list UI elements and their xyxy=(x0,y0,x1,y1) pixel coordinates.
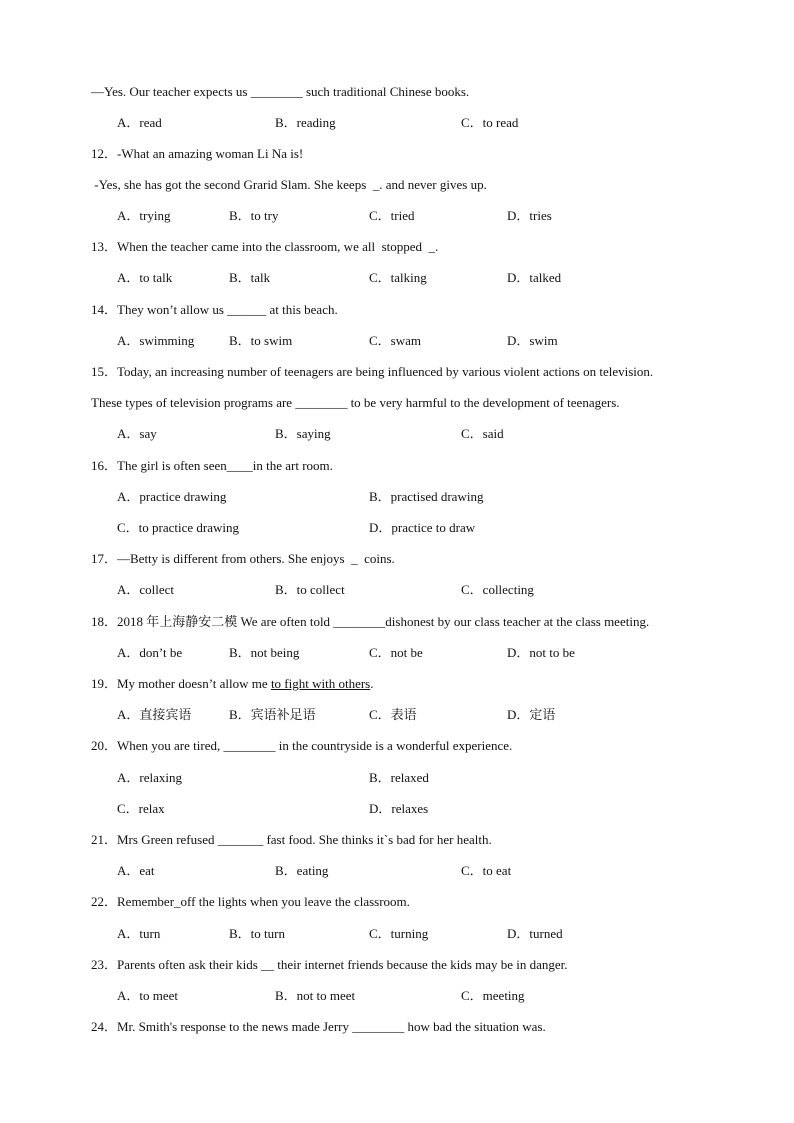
option-c: C．meeting xyxy=(461,988,525,1003)
option-b: B．saying xyxy=(275,426,331,441)
question-15-stem: 15．Today, an increasing number of teenagers are being influenced by various violent actions on television. xyxy=(91,364,654,379)
option-d: D．relaxes xyxy=(369,801,429,816)
option-c: C．to eat xyxy=(461,863,512,878)
option-d: D．tries xyxy=(507,208,552,223)
option-b: B．not to meet xyxy=(275,988,356,1003)
question-23-stem: 23．Parents often ask their kids __ their internet friends because the kids may be in danger. xyxy=(91,957,568,972)
option-d: D．practice to draw xyxy=(369,520,476,535)
option-c: C．turning xyxy=(369,926,429,941)
option-b: B．宾语补足语 xyxy=(229,707,316,722)
question-24-stem: 24．Mr. Smith's response to the news made Jerry ________ how bad the situation was. xyxy=(91,1019,546,1034)
question-15-stem-line-2: These types of television programs are ________ to be very harmful to the development of teenagers. xyxy=(91,395,620,410)
option-d: D．not to be xyxy=(507,645,575,660)
question-stem-line: —Yes. Our teacher expects us ________ such traditional Chinese books. xyxy=(91,84,470,99)
option-b: B．not being xyxy=(229,645,300,660)
option-c: C．表语 xyxy=(369,707,417,722)
question-13-stem: 13．When the teacher came into the classroom, we all stopped _. xyxy=(91,239,439,254)
option-c: C．swam xyxy=(369,333,422,348)
option-b: B．to turn xyxy=(229,926,285,941)
option-b: B．talk xyxy=(229,270,271,285)
option-d: D．turned xyxy=(507,926,563,941)
option-a: A．swimming xyxy=(117,333,195,348)
question-12-stem: 12．-What an amazing woman Li Na is! xyxy=(91,146,304,161)
option-b: B．practised drawing xyxy=(369,489,484,504)
question-12-stem-line-2: -Yes, she has got the second Grarid Slam. She keeps _. and never gives up. xyxy=(91,177,487,192)
option-a: A．eat xyxy=(117,863,155,878)
option-b: B．to try xyxy=(229,208,279,223)
option-a: A．to meet xyxy=(117,988,179,1003)
option-b: B．relaxed xyxy=(369,770,429,785)
option-c: C．collecting xyxy=(461,582,534,597)
stem-suffix: . xyxy=(370,676,374,691)
option-a: A．turn xyxy=(117,926,161,941)
option-a: A．直接宾语 xyxy=(117,707,192,722)
option-a: A．relaxing xyxy=(117,770,182,785)
option-b: B．to collect xyxy=(275,582,345,597)
question-20-stem: 20．When you are tired, ________ in the countryside is a wonderful experience. xyxy=(91,738,513,753)
question-22-stem: 22．Remember_off the lights when you leave the classroom. xyxy=(91,894,410,909)
option-b: B．reading xyxy=(275,115,336,130)
option-b: B．eating xyxy=(275,863,329,878)
option-a: A．trying xyxy=(117,208,171,223)
option-c: C．relax xyxy=(117,801,165,816)
question-16-stem: 16．The girl is often seen____in the art room. xyxy=(91,458,333,473)
question-14-stem: 14．They won’t allow us ______ at this beach. xyxy=(91,302,338,317)
option-a: A．practice drawing xyxy=(117,489,227,504)
underlined-phrase: to fight with others xyxy=(270,676,371,691)
option-b: B．to swim xyxy=(229,333,293,348)
option-c: C．to practice drawing xyxy=(117,520,240,535)
question-19-stem xyxy=(91,676,373,692)
question-17-stem: 17．—Betty is different from others. She enjoys _ coins. xyxy=(91,551,395,566)
option-a: A．don’t be xyxy=(117,645,183,660)
stem-prefix: 19．My mother doesn’t allow me xyxy=(91,676,271,691)
option-d: D．swim xyxy=(507,333,558,348)
option-c: C．not be xyxy=(369,645,423,660)
option-a: A．to talk xyxy=(117,270,173,285)
option-c: C．tried xyxy=(369,208,415,223)
option-c: C．to read xyxy=(461,115,519,130)
option-a: A．collect xyxy=(117,582,175,597)
question-18-stem: 18．2018 年上海静安二模 We are often told ________dishonest by our class teacher at the class meeting. xyxy=(91,614,650,629)
option-d: D．定语 xyxy=(507,707,556,722)
option-d: D．talked xyxy=(507,270,562,285)
option-a: A．read xyxy=(117,115,162,130)
option-c: C．said xyxy=(461,426,504,441)
option-a: A．say xyxy=(117,426,157,441)
option-c: C．talking xyxy=(369,270,427,285)
question-21-stem: 21．Mrs Green refused _______ fast food. She thinks it`s bad for her health. xyxy=(91,832,492,847)
